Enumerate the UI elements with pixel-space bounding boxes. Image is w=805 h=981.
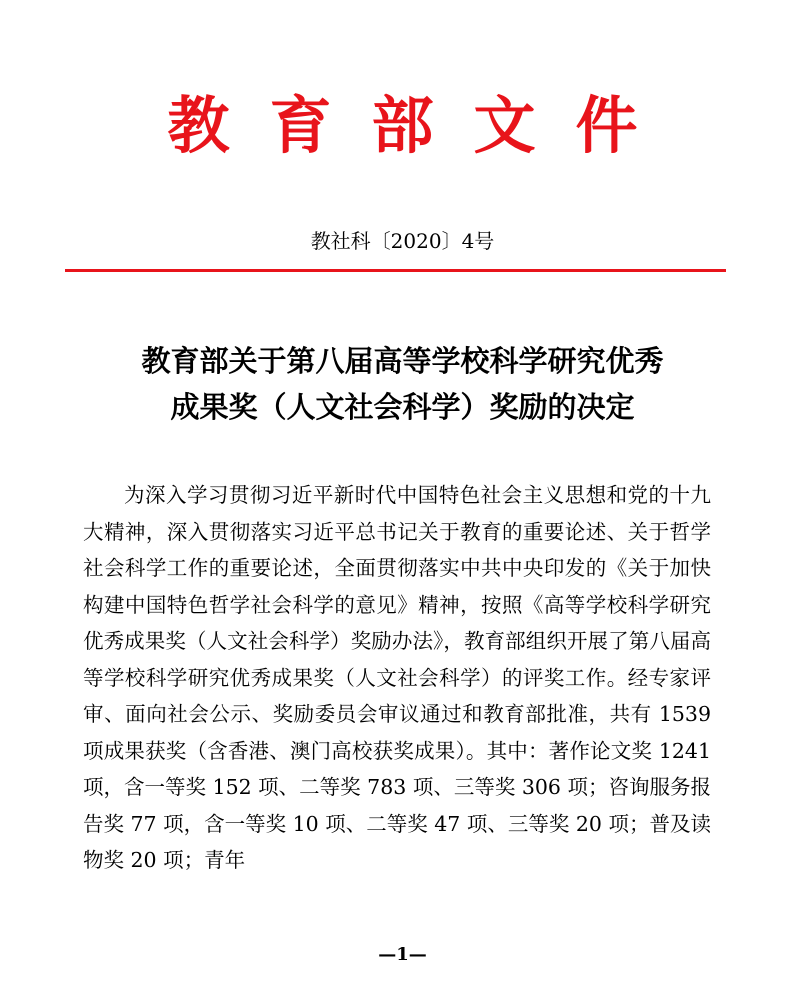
document-number: 教社科〔2020〕4号 [310, 229, 495, 253]
red-header-rule [65, 269, 726, 272]
body-paragraph: 为深入学习贯彻习近平新时代中国特色社会主义思想和党的十九大精神，深入贯彻落实习近平总书记关于教育的重要论述、关于哲学社会科学工作的重要论述，全面贯彻落实中共中央印发的《关于加快构建中国特色哲学社会科学的意见》精神，按照《高等学校科学研究优秀成果奖（人文社会科学）奖励办法》，教育部组织开展了第八届高等学校科学研究优秀成果奖（人文社会科学）的评奖工作。经专家评审、面向社会公示、奖励委员会审议通过和教育部批准，共有 1539 项成果获奖（含香港、澳门高校获奖成果）。其中：著作论文奖 1241 项，含一等奖 152 项、二等奖 783 项、三等奖 306 项；咨询服务报告奖 77 项，含一等奖 10 项、二等奖 47 项、三等奖 20 项；普及读物奖 20 项；青年 [83, 483, 711, 872]
decision-title-line-2: 成果奖（人文社会科学）奖励的决定 [170, 390, 635, 424]
document-header-title: 教育部文件 [167, 89, 678, 162]
page-number: —1— [378, 944, 427, 965]
decision-title [0, 338, 805, 430]
decision-title-line-1: 教育部关于第八届高等学校科学研究优秀 [141, 344, 664, 378]
